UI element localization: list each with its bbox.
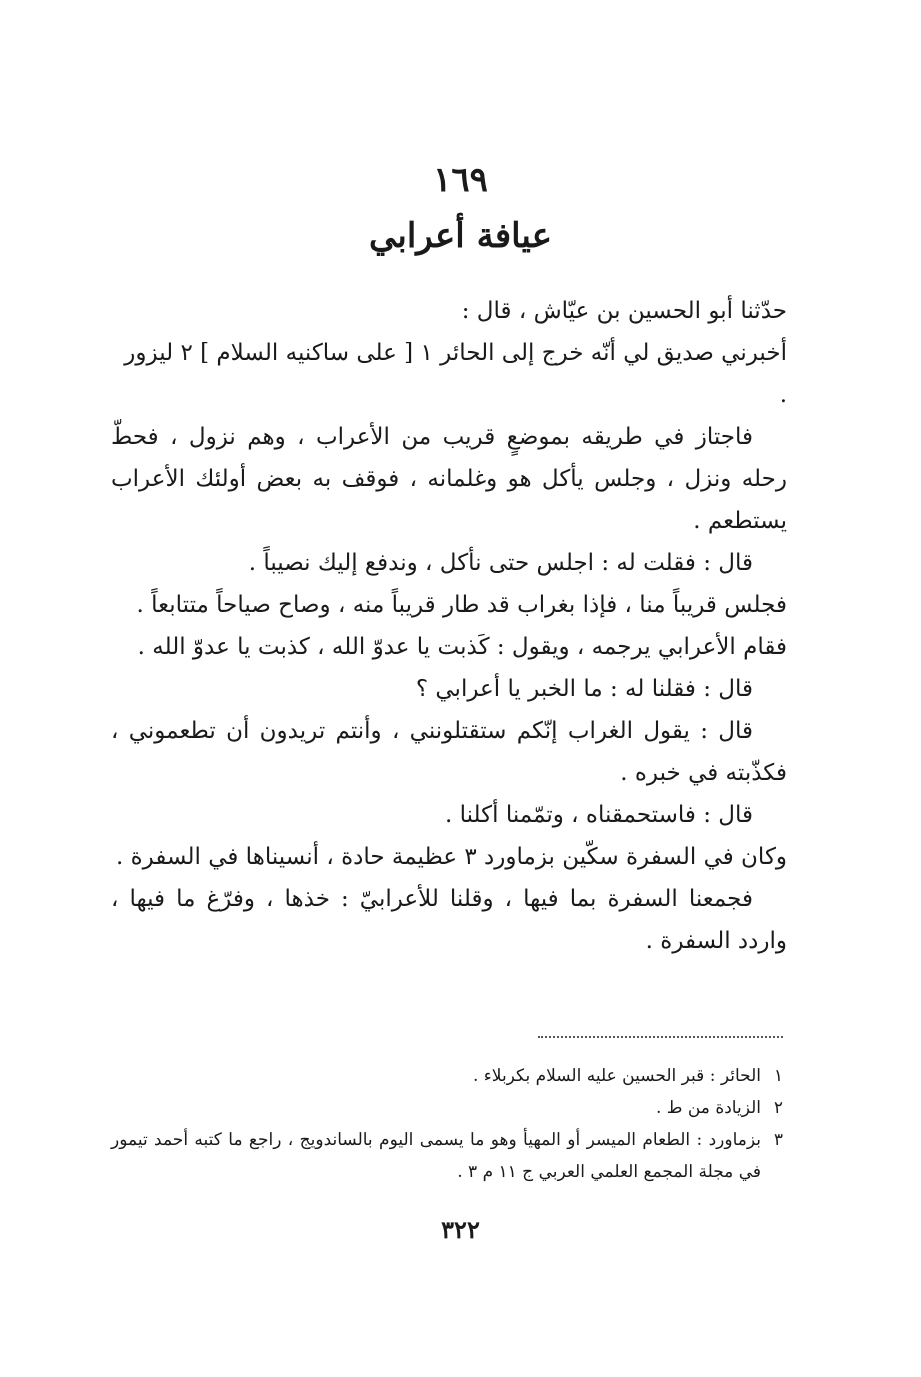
- story-number: ١٦٩: [433, 160, 488, 200]
- paragraph: حدّثنا أبو الحسين بن عيّاش ، قال :: [461, 298, 787, 324]
- paragraph: قال : فاستحمقناه ، وتمّمنا أكلنا .: [444, 802, 753, 828]
- paragraph: فقام الأعرابي يرجمه ، ويقول : كَذبت يا عدوّ الله ، كذبت يا عدوّ الله .: [137, 634, 787, 660]
- paragraph: وكان في السفرة سكّين بزماورد ٣ عظيمة حادة ، أنسيناها في السفرة .: [115, 844, 787, 870]
- footnote-number: ٢: [773, 1098, 783, 1118]
- story-body: [111, 290, 787, 962]
- footnote-text: الزيادة من ط .: [655, 1098, 761, 1118]
- page-number: ٣٢٢: [441, 1215, 480, 1244]
- paragraph: فجلس قريباً منا ، فإذا بغراب قد طار قريباً منه ، وصاح صياحاً متتابعاً .: [136, 592, 787, 618]
- paragraph: أخبرني صديق لي أنّه خرج إلى الحائر ١ [ على ساكنيه السلام ] ٢ ليزور .: [124, 340, 787, 408]
- footnote: [111, 1060, 783, 1092]
- paragraph: فجمعنا السفرة بما فيها ، وقلنا للأعرابيّ : خذها ، وفرّغ ما فيها ، واردد السفرة .: [111, 886, 787, 954]
- paragraph: قال : فقلت له : اجلس حتى نأكل ، وندفع إليك نصيباً .: [248, 550, 753, 576]
- footnote-text: بزماورد : الطعام الميسر أو المهيأ وهو ما يسمى اليوم بالساندويج ، راجع ما كتبه أحمد تيمور في مجلة المجمع العلمي العربي ج ١١ م ٣ .: [111, 1130, 761, 1182]
- paragraph: قال : يقول الغراب إنّكم ستقتلونني ، وأنتم تريدون أن تطعموني ، فكذّبته في خبره .: [111, 718, 787, 786]
- footnote-text: الحائر : قبر الحسين عليه السلام بكربلاء .: [473, 1066, 761, 1086]
- paragraph: فاجتاز في طريقه بموضعٍ قريب من الأعراب ، وهم نزول ، فحطّ رحله ونزل ، وجلس يأكل هو وغلمانه ، فوقف به بعض أولئك الأعراب يستطعم .: [111, 424, 787, 534]
- footnote: [111, 1124, 783, 1188]
- paragraph: قال : فقلنا له : ما الخبر يا أعرابي ؟: [415, 676, 753, 702]
- story-title: عيافة أعرابي: [369, 216, 552, 256]
- footnote-number: ١: [773, 1066, 783, 1086]
- footnotes: [111, 1060, 783, 1188]
- footnote-divider: [538, 1036, 783, 1038]
- footnote-number: ٣: [773, 1130, 783, 1150]
- footnote: [111, 1092, 783, 1124]
